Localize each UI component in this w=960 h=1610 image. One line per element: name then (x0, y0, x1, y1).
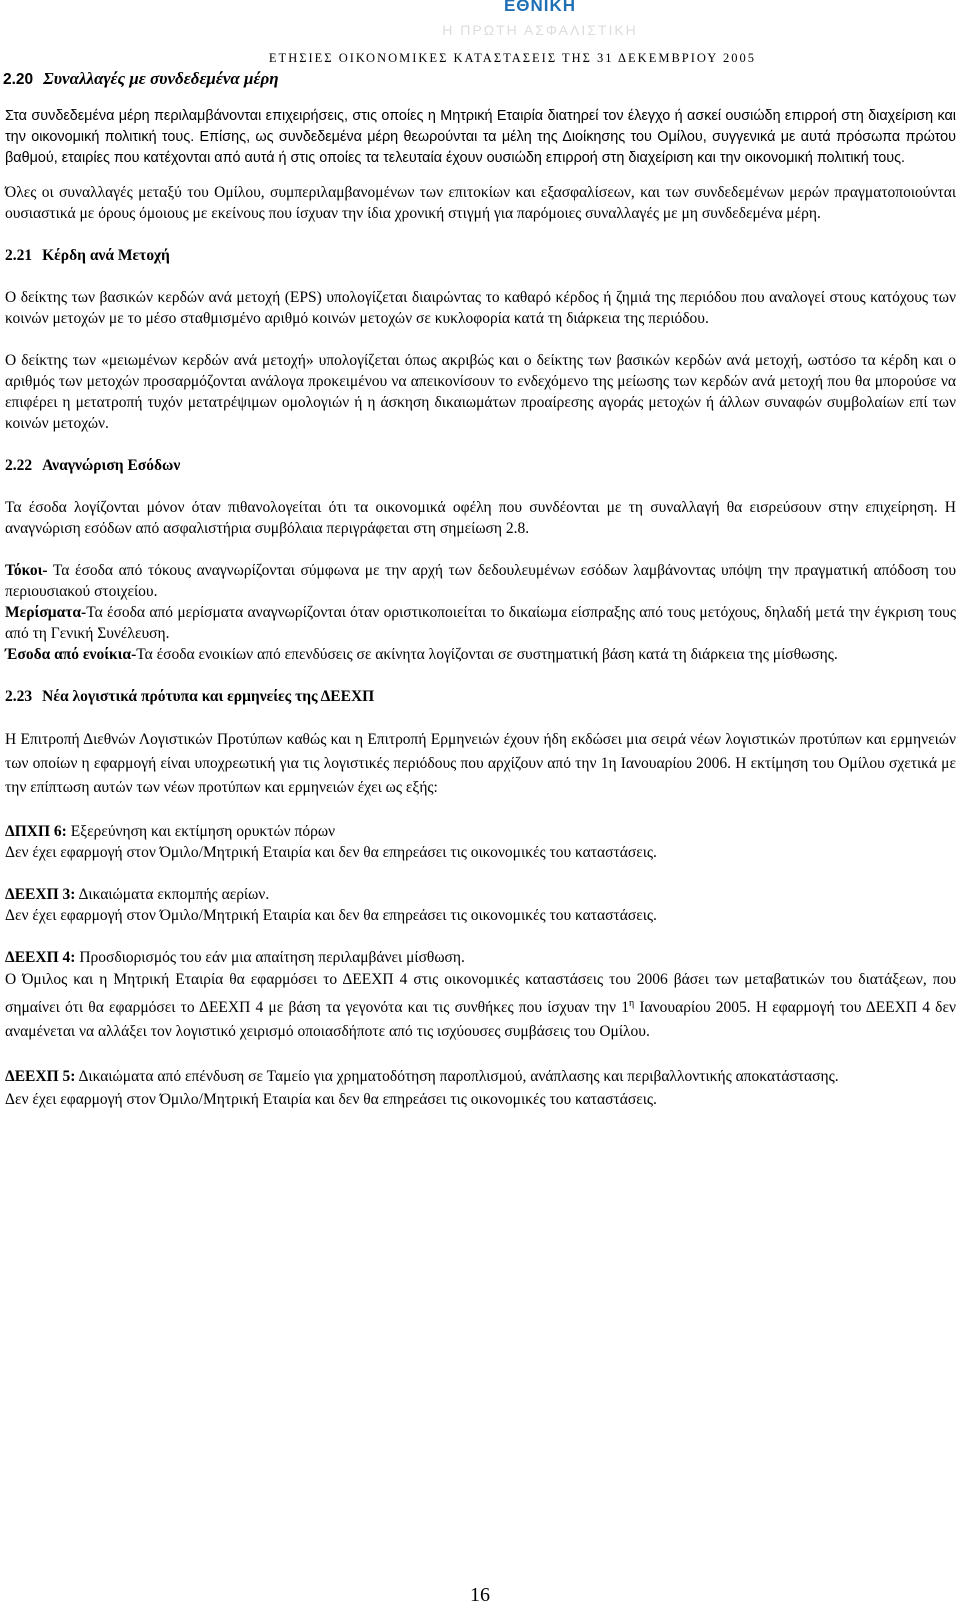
standard-ifric5-title (5, 1065, 956, 1089)
section-number: 2.22 (5, 457, 33, 474)
standard-title: Δικαιώματα εκπομπής αερίων. (75, 886, 270, 903)
paragraph-related-parties: Στα συνδεδεμένα μέρη περιλαμβάνονται επιχειρήσεις, στις οποίες η Μητρική Εταιρία διατηρεί τον έλεγχο ή ασκεί ουσιώδη επιρροή στη διαχείριση και την οικονομική πολιτική τους. Επίσης, ως συνδεδεμένα μέρη θεωρούνται τα μέλη της Διοίκησης του Ομίλου, συγγενικά με αυτά πρόσωπα πρώτου βαθμού, εταιρίες που κατέχονται από αυτά ή στις οποίες τα τελευταία έχουν ουσιώδη επιρροή στη διαχείριση και την οικονομική πολιτική τους. (5, 108, 956, 166)
section-heading-2-20 (3, 69, 279, 89)
standard-ifrs6-title (5, 821, 956, 842)
section-heading-2-23 (5, 686, 956, 707)
superscript-eta: η (628, 998, 635, 1009)
section-number: 2.20 (3, 71, 34, 88)
interest-text: Τα έσοδα από τόκους αναγνωρίζονται σύμφωνα με την αρχή των δεδουλευμένων εσόδων λαμβάνοντας υπόψη την πραγματική απόδοση του περιουσιακού στοιχείου. (5, 562, 956, 600)
rent-text: Τα έσοδα ενοικίων από επενδύσεις σε ακίνητα λογίζονται σε συστηματική βάση κατά τη διάρκεια της μίσθωσης. (136, 646, 838, 663)
standard-ifric5-text: Δεν έχει εφαρμογή στον Όμιλο/Μητρική Εταιρία και δεν θα επηρεάσει τις οικονομικές του καταστάσεις. (5, 1091, 657, 1109)
paragraph-interest (5, 560, 956, 602)
section-title: Κέρδη ανά Μετοχή (42, 247, 170, 264)
paragraph-related-transactions: Όλες οι συναλλαγές μεταξύ του Ομίλου, συμπεριλαμβανομένων των επιτοκίων και εξασφαλίσεων, και των συνδεδεμένων μερών πραγματοποιούνται ουσιαστικά με όρους όμοιους με εκείνους που ίσχυαν την ίδια χρονική στιγμή για παρόμοιες συναλλαγές με μη συνδεδεμένα μέρη. (5, 184, 956, 222)
paragraph-rent (5, 644, 956, 665)
document-body (5, 106, 956, 1110)
standard-title: Δικαιώματα από επένδυση σε Ταμείο για χρηματοδότηση παροπλισμού, ανάπλασης και περιβαλλοντικής αποκατάστασης. (75, 1068, 839, 1086)
interest-label: Τόκοι- (5, 562, 48, 579)
standard-label: ΔΕΕΧΠ 5: (5, 1068, 76, 1086)
standard-label: ΔΕΕΧΠ 4: (5, 949, 76, 966)
standard-label: ΔΠΧΠ 6: (5, 823, 67, 840)
section-heading-2-21 (5, 245, 956, 266)
standard-title: Προσδιορισμός του εάν μια απαίτηση περιλαμβάνει μίσθωση. (75, 949, 465, 966)
dividends-text: Τα έσοδα από μερίσματα αναγνωρίζονται όταν οριστικοποιείται το δικαίωμα είσπραξης από τους μετόχους, δηλαδή μετά την έγκριση τους από τη Γενική Συνέλευση. (5, 604, 956, 642)
paragraph-eps-diluted: Ο δείκτης των «μειωμένων κερδών ανά μετοχή» υπολογίζεται όπως ακριβώς και ο δείκτης των βασικών κερδών ανά μετοχή, ωστόσο τα κέρδη και ο αριθμός των μετοχών προσαρμόζονται ανάλογα προκειμένου να απεικονίσουν το ενδεχόμενο της μείωσης των κερδών ανά μετοχή που θα μπορούσε να επιφέρει η μετατροπή τυχόν μετατρέψιμων ομολογιών ή η άσκηση δικαιωμάτων προαίρεσης αγοράς μετοχών ή άλλων συναφών συμβολαίων επί των κοινών μετοχών. (5, 352, 956, 432)
header-tagline: Η ΠΡΩΤΗ ΑΣΦΑΛΙΣΤΙΚΗ (442, 22, 638, 38)
section-title: Αναγνώριση Εσόδων (42, 457, 181, 474)
section-number: 2.21 (5, 247, 33, 264)
rent-label: Έσοδα από ενοίκια- (5, 646, 137, 663)
paragraph-eps-basic: Ο δείκτης των βασικών κερδών ανά μετοχή (EPS) υπολογίζεται διαιρώντας το καθαρό κέρδος ή ζημιά της περιόδου που αναλογεί στους κατόχους των κοινών μετοχών με το μέσο σταθμισμένο αριθμό κοινών μετοχών σε κυκλοφορία κατά τη διάρκεια της περιόδου. (5, 289, 956, 327)
running-title: ΕΤΗΣΙΕΣ ΟΙΚΟΝΟΜΙΚΕΣ ΚΑΤΑΣΤΑΣΕΙΣ ΤΗΣ 31 ΔΕΚΕΜΒΡΙΟΥ 2005 (268, 51, 756, 65)
standard-ifrs6-text: Δεν έχει εφαρμογή στον Όμιλο/Μητρική Εταιρία και δεν θα επηρεάσει τις οικονομικές του καταστάσεις. (5, 844, 657, 861)
paragraph-dividends (5, 602, 956, 644)
section-title: Συναλλαγές με συνδεδεμένα μέρη (43, 69, 279, 88)
page-number: 16 (470, 1584, 490, 1606)
paragraph-new-standards: Η Επιτροπή Διεθνών Λογιστικών Προτύπων καθώς και η Επιτροπή Ερμηνειών έχουν ήδη εκδώσει μια σειρά νέων λογιστικών προτύπων και ερμηνειών των οποίων η εφαρμογή είναι υποχρεωτική για τις λογιστικές περιόδους που αρχίζουν από την 1η Ιανουαρίου 2006. Η εκτίμηση του Ομίλου σχετικά με την επίπτωση αυτών των νέων προτύπων και ερμηνειών έχει ως εξής: (5, 731, 956, 796)
section-title: Νέα λογιστικά πρότυπα και ερμηνείες της ΔΕΕΧΠ (42, 688, 375, 705)
standard-title: Εξερεύνηση και εκτίμηση ορυκτών πόρων (66, 823, 336, 840)
section-number: 2.23 (5, 688, 33, 705)
section-heading-2-22 (5, 455, 956, 476)
standard-ifric4-text: Ο Όμιλος και η Μητρική Εταιρία θα εφαρμόσει το ΔΕΕΧΠ 4 στις οικονομικές καταστάσεις του 2006 βάσει των μεταβατικών του διατάξεων, που σημαίνει ότι θα εφαρμόσει το ΔΕΕΧΠ 4 με βάση τα γεγονότα και τις συνθήκες που ίσχυαν την $1^\eta$ Ιανουαρίου 2005. Η εφαρμογή του ΔΕΕΧΠ 4 δεν αναμένεται να αλλάξει τον λογιστικό χειρισμό οποιασδήποτε από τις ισχύουσες συμβάσεις του Ομίλου. (5, 971, 957, 1041)
paragraph-revenue-recognition: Τα έσοδα λογίζονται μόνον όταν πιθανολογείται ότι τα οικονομικά οφέλη που συνδέονται με τη συναλλαγή θα εισρεύσουν στην επιχείρηση. Η αναγνώριση εσόδων από ασφαλιστήρια συμβόλαια περιγράφεται στη σημείωση 2.8. (5, 499, 956, 537)
standard-ifric3-title (5, 884, 956, 905)
standard-ifric3-text: Δεν έχει εφαρμογή στον Όμιλο/Μητρική Εταιρία και δεν θα επηρεάσει τις οικονομικές του καταστάσεις. (5, 907, 657, 924)
standard-ifric4-title (5, 947, 956, 968)
standard-label: ΔΕΕΧΠ 3: (5, 886, 76, 903)
dividends-label: Μερίσματα- (5, 604, 87, 621)
header-brand: ΕΘΝΙΚΗ (503, 0, 577, 15)
